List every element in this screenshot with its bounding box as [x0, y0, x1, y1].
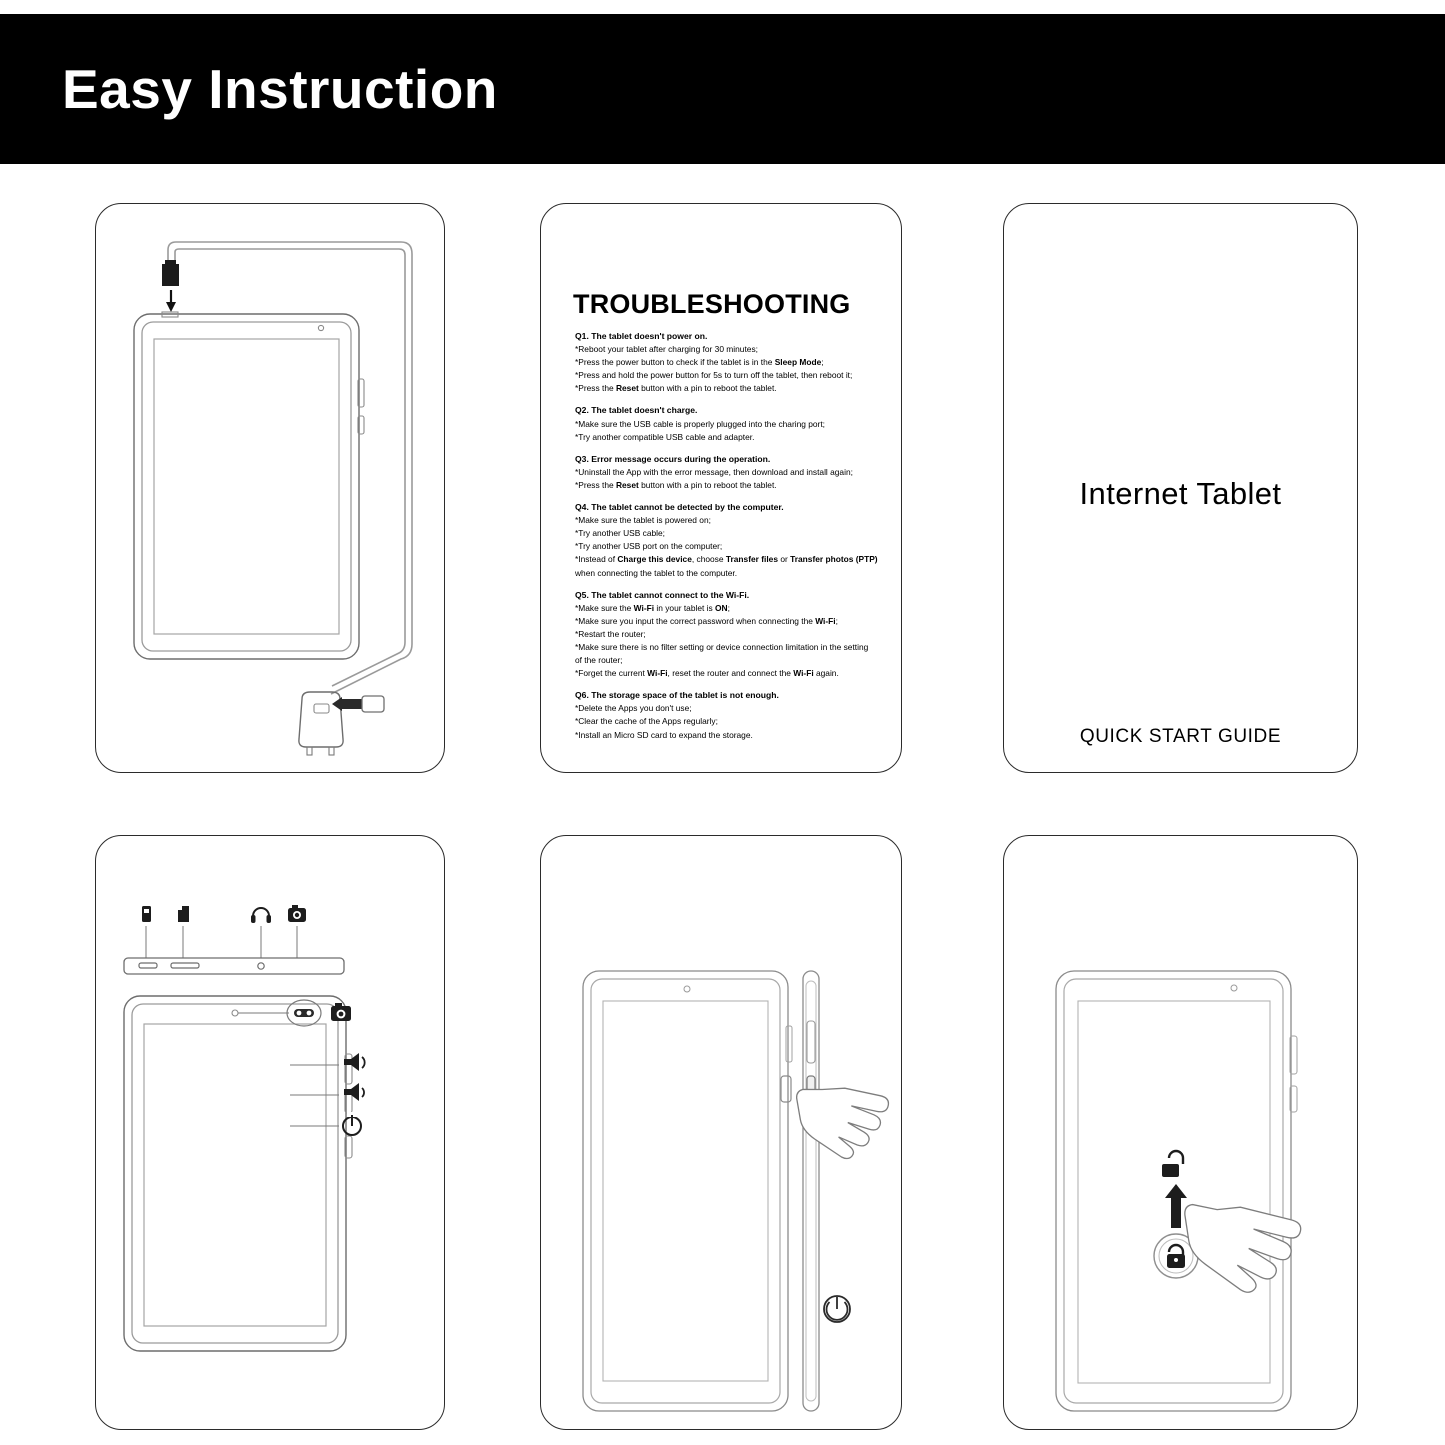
volume-down-icon	[344, 1083, 364, 1101]
down-arrow-icon	[166, 290, 176, 312]
power-illustration	[541, 836, 903, 1431]
troubleshooting-answer: *Restart the router;	[575, 628, 646, 639]
troubleshooting-answer: *Make sure you input the correct password when connecting the Wi-Fi;	[575, 615, 838, 626]
troubleshooting-answer: *Press the Reset button with a pin to reboot the tablet.	[575, 479, 777, 490]
cover-title: Internet Tablet	[1079, 476, 1282, 511]
troubleshooting-answer: *Press and hold the power button for 5s to turn off the tablet, then reboot it;	[575, 370, 853, 381]
unlock-illustration	[1004, 836, 1359, 1431]
troubleshooting-answer: of the router;	[575, 655, 623, 666]
panel-power	[540, 835, 902, 1430]
troubleshooting-answer: *Try another USB cable;	[575, 528, 665, 539]
panel-ports	[95, 835, 445, 1430]
panel-troubleshooting	[540, 203, 902, 773]
troubleshooting-item	[575, 589, 885, 681]
troubleshooting-question: Q1. The tablet doesn't power on.	[575, 331, 708, 341]
up-arrow-icon	[1165, 1184, 1187, 1228]
usb-plug-icon	[162, 260, 179, 286]
lock-open-icon	[1162, 1151, 1183, 1177]
charging-illustration	[96, 204, 446, 774]
troubleshooting-answer: *Press the Reset button with a pin to reboot the tablet.	[575, 383, 777, 394]
troubleshooting-question: Q4. The tablet cannot be detected by the computer.	[575, 502, 784, 513]
troubleshooting-body	[575, 330, 885, 751]
troubleshooting-answer: *Instead of Charge this device, choose Transfer files or Transfer photos (PTP)	[575, 554, 878, 565]
troubleshooting-item	[575, 501, 885, 580]
troubleshooting-answer: *Clear the cache of the Apps regularly;	[575, 716, 718, 727]
troubleshooting-question: Q3. Error message occurs during the operation.	[575, 453, 771, 464]
panel-cover	[1003, 203, 1358, 773]
micro-sd-icon	[178, 906, 189, 922]
troubleshooting-answer: *Make sure there is no filter setting or device connection limitation in the setting	[575, 641, 869, 652]
troubleshooting-question: Q2. The tablet doesn't charge.	[575, 405, 698, 416]
troubleshooting-answer: *Press the power button to check if the tablet is in the Sleep Mode;	[575, 357, 824, 368]
troubleshooting-question: Q5. The tablet cannot connect to the Wi-Fi.	[575, 589, 750, 600]
camera-icon	[288, 905, 306, 922]
troubleshooting-question: Q6. The storage space of the tablet is not enough.	[575, 690, 779, 701]
troubleshooting-answer: *Make sure the Wi-Fi in your tablet is ON;	[575, 602, 730, 613]
headphone-icon	[251, 908, 271, 923]
troubleshooting-answer: *Try another USB port on the computer;	[575, 541, 723, 552]
troubleshooting-answer: *Make sure the tablet is powered on;	[575, 515, 711, 526]
troubleshooting-title: TROUBLESHOOTING	[573, 289, 851, 319]
troubleshooting-answer: *Make sure the USB cable is properly plugged into the charing port;	[575, 418, 825, 429]
page-title: Easy Instruction	[62, 58, 498, 120]
troubleshooting-answer: *Uninstall the App with the error message, then download and install again;	[575, 466, 853, 477]
troubleshooting-item	[575, 453, 885, 492]
ports-illustration	[96, 836, 446, 1431]
power-icon	[824, 1296, 850, 1322]
header-bar	[0, 14, 1445, 164]
panel-charging	[95, 203, 445, 773]
cover-subtitle: QUICK START GUIDE	[1079, 726, 1282, 747]
troubleshooting-answer: *Install an Micro SD card to expand the storage.	[575, 729, 753, 740]
troubleshooting-item	[575, 404, 885, 443]
hand-pointing-icon	[786, 1079, 890, 1165]
sim-card-icon	[142, 906, 151, 922]
troubleshooting-item	[575, 330, 885, 395]
troubleshooting-answer: *Delete the Apps you don't use;	[575, 703, 692, 714]
volume-up-icon	[344, 1053, 365, 1071]
troubleshooting-answer: when connecting the tablet to the computer.	[575, 567, 738, 578]
panel-unlock	[1003, 835, 1358, 1430]
troubleshooting-item	[575, 689, 885, 741]
troubleshooting-answer: *Try another compatible USB cable and adapter.	[575, 431, 755, 442]
instruction-grid	[0, 175, 1445, 1445]
troubleshooting-answer: *Reboot your tablet after charging for 30 minutes;	[575, 344, 758, 355]
troubleshooting-answer: *Forget the current Wi-Fi, reset the router and connect the Wi-Fi again.	[575, 668, 839, 679]
